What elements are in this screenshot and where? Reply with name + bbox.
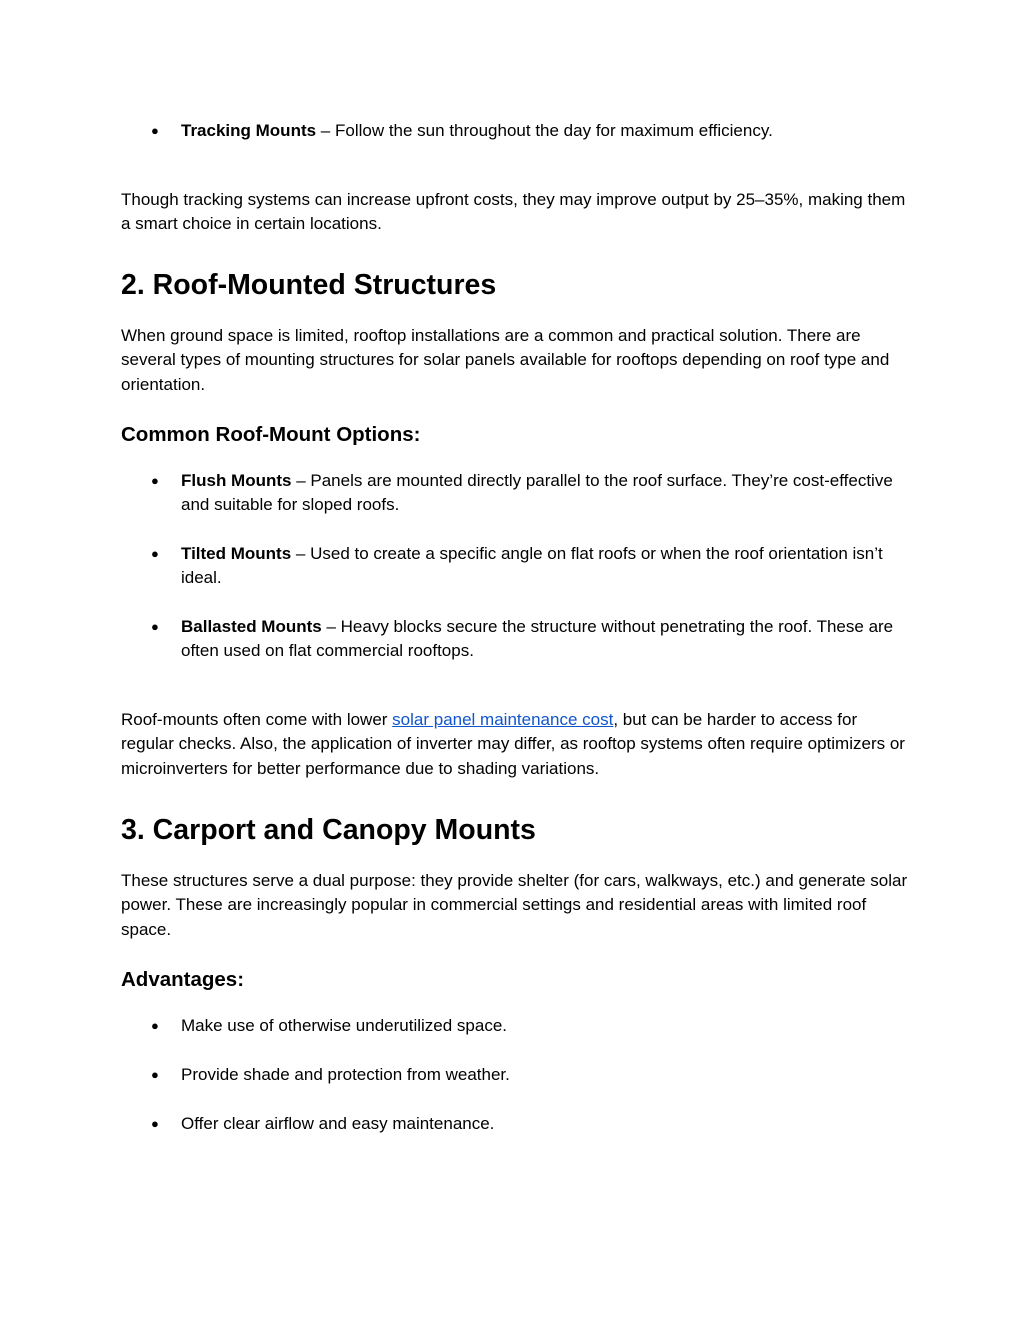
advantages-list [121,1063,911,1087]
roof-closing-text-start: Roof-mounts often come with lower [121,710,393,729]
bullet-icon: ● [151,619,159,634]
roof-closing-text-end: , but can be harder to access for regular checks. Also, the application of inverter may differ, as rooftop systems often require optimizers or microinverters for better performance due to shading variations. [121,710,905,778]
list-item [121,615,911,664]
list-item [121,542,911,591]
advantages-list [121,1014,911,1038]
list-item [121,469,911,518]
bullet-icon: ● [151,123,159,138]
roof-closing-paragraph [121,708,911,781]
list-item-term: Ballasted Mounts [181,617,322,636]
list-item-desc: – Panels are mounted directly parallel to the roof surface. They’re cost-effective and suitable for sloped roofs. [181,471,893,515]
section-heading-roof-mounted: 2. Roof-Mounted Structures [121,269,497,301]
list-item-desc: – Used to create a specific angle on flat roofs or when the roof orientation isn’t ideal. [181,544,883,588]
maintenance-cost-link[interactable]: solar panel maintenance cost [392,710,614,729]
list-item [121,1112,911,1136]
list-item-term: Tilted Mounts [181,544,292,563]
bullet-icon: ● [151,546,159,561]
tracking-paragraph: Though tracking systems can increase upfront costs, they may improve output by 25–35%, making them a smart choice in certain locations. [121,190,906,234]
list-item-desc: – Heavy blocks secure the structure without penetrating the roof. These are often used on flat commercial rooftops. [181,617,894,661]
list-item-term: Tracking Mounts [181,121,317,140]
bullet-icon: ● [151,1018,159,1033]
list-item [121,119,911,143]
list-item-text: Make use of otherwise underutilized space. [181,1016,508,1035]
section-heading-carport: 3. Carport and Canopy Mounts [121,814,536,846]
bullet-icon: ● [151,473,159,488]
bullet-icon: ● [151,1116,159,1131]
carport-intro-paragraph: These structures serve a dual purpose: they provide shelter (for cars, walkways, etc.) and generate solar power. These are increasingly popular in commercial settings and residential areas with limited roof space. [121,871,908,939]
list-item [121,1063,911,1087]
roof-options-list [121,615,911,664]
list-item-text: Offer clear airflow and easy maintenance. [181,1114,495,1133]
bullet-icon: ● [151,1067,159,1082]
roof-intro-paragraph: When ground space is limited, rooftop installations are a common and practical solution. There are several types of mounting structures for solar panels available for rooftops depending on roof type and orientation. [121,326,890,394]
tracking-list [121,119,911,143]
advantages-subheading: Advantages: [121,968,245,991]
roof-options-list [121,469,911,518]
list-item-desc: – Follow the sun throughout the day for maximum efficiency. [316,121,773,140]
list-item-term: Flush Mounts [181,471,292,490]
list-item [121,1014,911,1038]
list-item-text: Provide shade and protection from weather. [181,1065,510,1084]
roof-options-subheading: Common Roof-Mount Options: [121,423,421,446]
roof-options-list [121,542,911,591]
advantages-list [121,1112,911,1136]
